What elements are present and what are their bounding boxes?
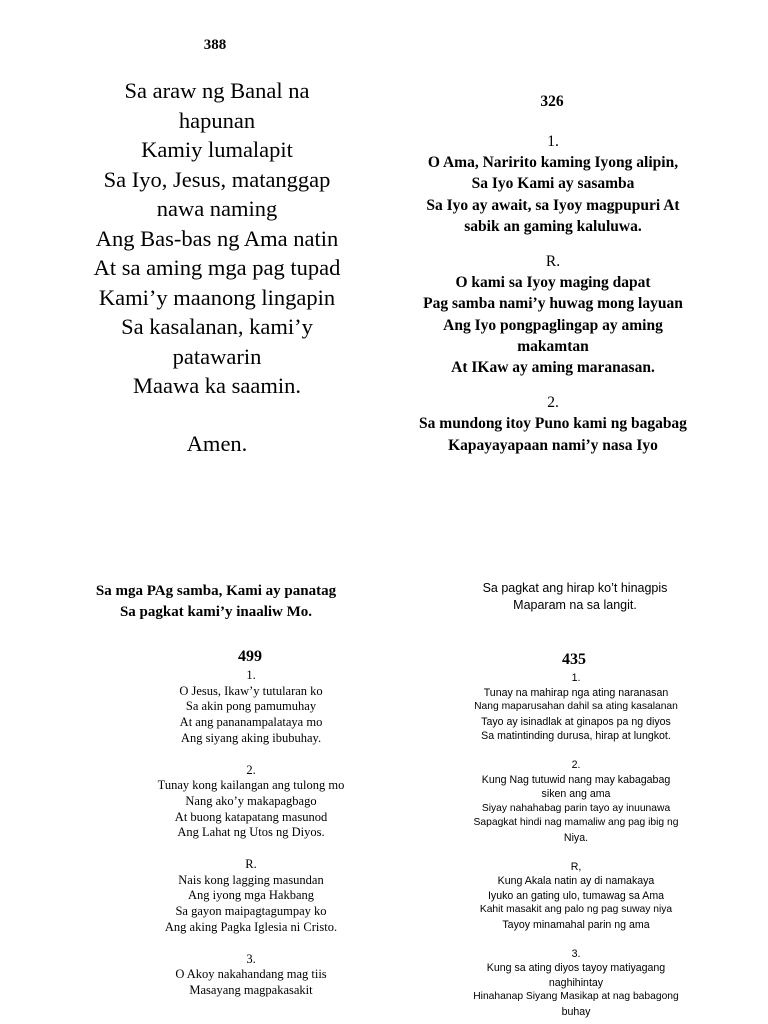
lyric-line: patawarin — [172, 343, 262, 369]
stanza-label: 2. — [571, 758, 581, 771]
lyric-line: Nang ako’y makapagbago — [185, 793, 317, 808]
lyric-line: O kami sa Iyoy maging dapat — [455, 274, 651, 292]
lyric-line: Sa araw ng Banal na — [124, 78, 310, 103]
refrain — [444, 860, 708, 933]
lyric-line: Masayang magpakasakit — [189, 982, 313, 997]
lyric-line: Pag samba nami’y huwag mong layuan — [423, 295, 683, 313]
lyric-line: Ang Bas-bas ng Ama natin — [95, 225, 339, 251]
lyric-line: buhay — [561, 1005, 591, 1018]
lyric-line: Niya. — [563, 831, 589, 844]
stanza-label: R. — [545, 253, 561, 271]
lyric-line: siken ang ama — [541, 788, 611, 801]
lyric-line: At buong katapatang masunod — [174, 809, 328, 824]
stanza-2 — [110, 763, 392, 842]
lyric-line: nawa naming — [156, 196, 278, 221]
stanza-2 — [388, 392, 718, 456]
lyric-line: Ang siyang aking ibubuhay. — [180, 730, 322, 745]
lyric-line: Kahit masakit ang palo ng pag suway niya — [479, 904, 673, 916]
lyric-line: O Ama, Naririto kaming Iyong alipin, — [427, 154, 679, 172]
lyric-line: Maparam na sa langit. — [513, 598, 637, 612]
stanza-1 — [444, 671, 708, 744]
lyric-line: Tayoy minamahal parin ng ama — [502, 918, 650, 931]
lyric-line: O Akoy nakahandang mag tiis — [175, 967, 327, 982]
lyric-line: Sa pagkat kami’y inaaliw Mo. — [119, 604, 313, 620]
lyric-line: Hinahanap Siyang Masikap at nag babagong — [473, 991, 679, 1003]
stanza-label: 2. — [547, 394, 559, 412]
lyric-line: Sa matintinding durusa, hirap at lungkot. — [481, 730, 671, 743]
lyric-line: Sa Iyo ay await, sa Iyoy magpupuri At — [426, 196, 680, 214]
stanza-label: 1. — [246, 668, 256, 682]
refrain — [388, 251, 718, 378]
lyric-line: Sapagkat hindi nag mamaliw ang pag ibig ng — [473, 817, 679, 829]
hymn-326-number: 326 — [540, 93, 564, 110]
stanza-label: R, — [570, 860, 582, 873]
hymn-435-lyrics — [444, 671, 708, 1019]
stanza-3 — [444, 947, 708, 1020]
lyric-line: Tunay na mahirap nga ating naranasan — [483, 686, 669, 699]
stanza-1 — [388, 131, 718, 237]
lyric-line: Kung Akala natin ay di namakaya — [497, 875, 655, 888]
lyric-line: Nang maparusahan dahil sa ating kasalanan — [474, 701, 678, 713]
lyric-line: Sa pagkat ang hirap ko’t hinagpis — [482, 581, 668, 595]
stanza-1 — [110, 668, 392, 747]
lyric-line: Sa Iyo, Jesus, matanggap — [103, 166, 331, 192]
stanza-label: 1. — [547, 133, 559, 150]
lyric-line: Kapayayapaan nami’y nasa Iyo — [448, 436, 658, 454]
lyric-line: At sa aming mga pag tupad — [93, 255, 341, 280]
lyric-line: Tayo ay isinadlak at ginapos pa ng diyos — [481, 715, 671, 728]
lyric-line: O Jesus, Ikaw’y tutularan ko — [179, 683, 323, 698]
lyric-line: Sa mundong itoy Puno kami ng bagabag — [419, 415, 687, 433]
lyric-line: Kamiy lumalapit — [141, 137, 293, 162]
lyric-line: Ang Iyo pongpaglingap ay aming — [443, 316, 663, 334]
lyric-line: Kung Nag tutuwid nang may kabagabag — [481, 773, 671, 786]
stanza-label: 2. — [246, 762, 256, 777]
refrain — [110, 857, 392, 936]
lyric-line: Sa mga PAg samba, Kami ay panatag — [95, 583, 337, 599]
hymn-326-lyrics — [388, 131, 718, 456]
lyric-line: hapunan — [178, 107, 256, 133]
lyric-line: At ang pananampalataya mo — [179, 715, 323, 730]
continuation-left — [40, 581, 392, 623]
lyric-line: Sa gayon maipagtagumpay ko — [175, 904, 327, 919]
lyric-line: At IKaw ay aming maranasan. — [451, 359, 655, 377]
lyric-line: Kung sa ating diyos tayoy matiyagang — [486, 962, 666, 975]
lyric-line: sabik an gaming kaluluwa. — [464, 217, 642, 235]
lyric-line: Ang Lahat ng Utos ng Diyos. — [177, 825, 325, 840]
hymn-388-lyrics — [30, 76, 404, 458]
amen-line: Amen. — [186, 430, 248, 456]
lyric-line: Siyay nahahabag parin tayo ay inuunawa — [481, 802, 671, 814]
hymn-388-number: 388 — [203, 37, 227, 53]
stanza-label: 3. — [246, 951, 256, 966]
lyric-line: makamtan — [517, 337, 589, 355]
stanza-3 — [110, 952, 392, 999]
lyric-line: naghihintay — [548, 976, 604, 989]
continuation-right — [420, 580, 730, 614]
lyric-line: Kami’y maanong lingapin — [98, 284, 336, 310]
lyric-line: Sa akin pong pamumuhay — [185, 699, 317, 714]
lyric-line: Nais kong lagging masundan — [178, 872, 324, 887]
stanza-2 — [444, 758, 708, 846]
lyric-line: Sa kasalanan, kami’y — [121, 314, 313, 339]
lyric-line: Sa Iyo Kami ay sasamba — [471, 175, 635, 193]
stanza-label: 3. — [571, 947, 581, 960]
lyric-line: Ang aking Pagka Iglesia ni Cristo. — [164, 919, 338, 934]
hymn-499-number: 499 — [238, 648, 262, 665]
stanza-label: R. — [245, 857, 257, 872]
hymn-435-number: 435 — [562, 651, 586, 668]
hymn-499-lyrics — [110, 668, 392, 999]
stanza-label: 1. — [571, 672, 581, 684]
lyric-line: Tunay kong kailangan ang tulong mo — [157, 778, 345, 793]
lyric-line: Ang iyong mga Hakbang — [187, 888, 315, 903]
lyric-line: Maawa ka saamin. — [132, 373, 302, 398]
lyric-line: Iyuko an gating ulo, tumawag sa Ama — [487, 889, 665, 902]
